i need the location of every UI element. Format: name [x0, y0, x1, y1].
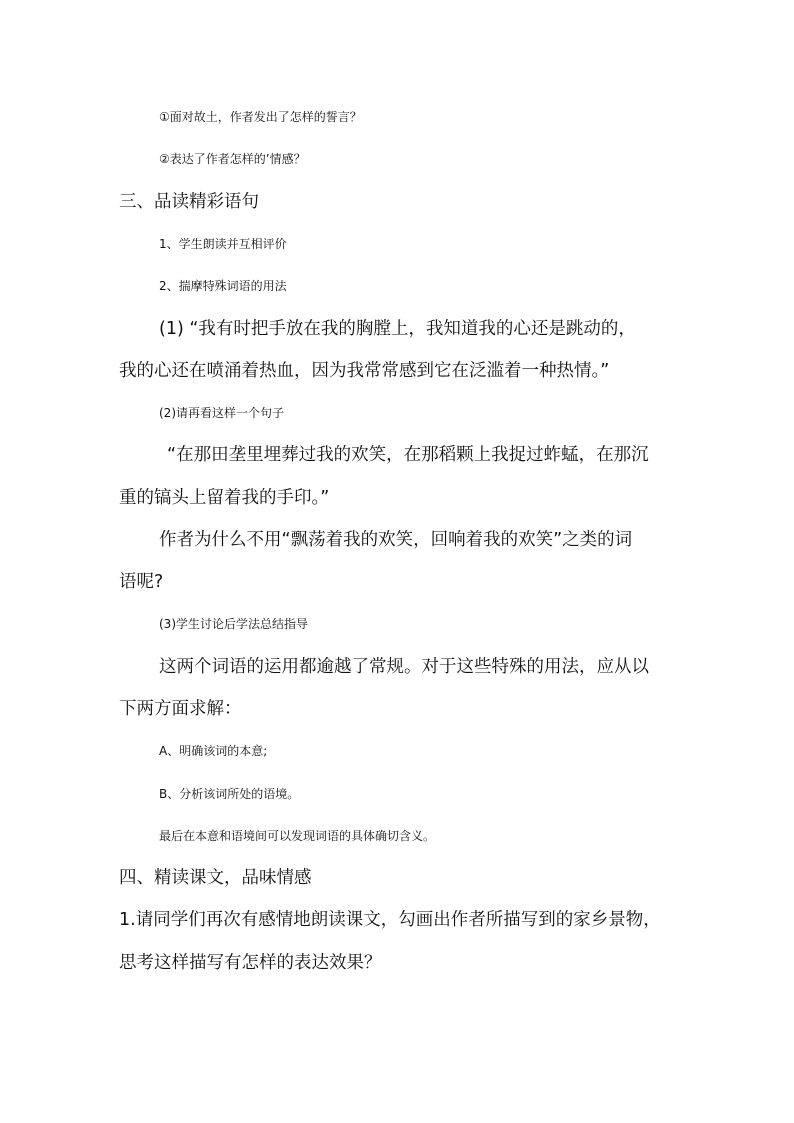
quote-2-line-1: “在那田垄里埋葬过我的欢笑，在那稻颗上我捉过蚱蜢，在那沉 [167, 445, 649, 465]
conclusion: 最后在本意和语境间可以发现词语的具体确切含义。 [159, 829, 436, 843]
task-1-line-2: 思考这样描写有怎样的表达效果？ [119, 953, 382, 973]
substep-3: (3)学生讨论后学法总结指导 [159, 617, 308, 631]
summary-line-2: 下两方面求解： [119, 699, 242, 719]
quote-2-line-2: 重的镐头上留着我的手印。” [119, 488, 330, 508]
point-b: B、分析该词所处的语境。 [159, 787, 300, 801]
point-a: A、明确该词的本意; [159, 744, 268, 758]
quote-1-line-2: 我的心还在喷涌着热血，因为我常常感到它在泛滥着一种热情。” [119, 361, 610, 381]
section-heading-4: 四、精读课文，品味情感 [119, 868, 312, 888]
task-1-line-1: 1.请同学们再次有感情地朗读课文，勾画出作者所描写到的家乡景物， [119, 910, 661, 930]
quote-1-line-1: (1) “我有时把手放在我的胸膛上，我知道我的心还是跳动的， [159, 319, 636, 339]
step-1: 1、学生朗读并互相评价 [159, 237, 287, 251]
section-heading-3: 三、品读精彩语句 [119, 192, 259, 212]
substep-2: (2)请再看这样一个句子 [159, 406, 284, 420]
question-1: ①面对故土，作者发出了怎样的誓言？ [159, 110, 362, 124]
question-2: ②表达了作者怎样的’情感？ [159, 152, 306, 166]
question-why-line-2: 语呢? [119, 572, 164, 592]
step-2: 2、揣摩特殊词语的用法 [159, 279, 287, 293]
question-why-line-1: 作者为什么不用“飘荡着我的欢笑，回响着我的欢笑”之类的词 [159, 530, 633, 550]
summary-line-1: 这两个词语的运用都逾越了常规。对于这些特殊的用法，应从以 [159, 657, 649, 677]
